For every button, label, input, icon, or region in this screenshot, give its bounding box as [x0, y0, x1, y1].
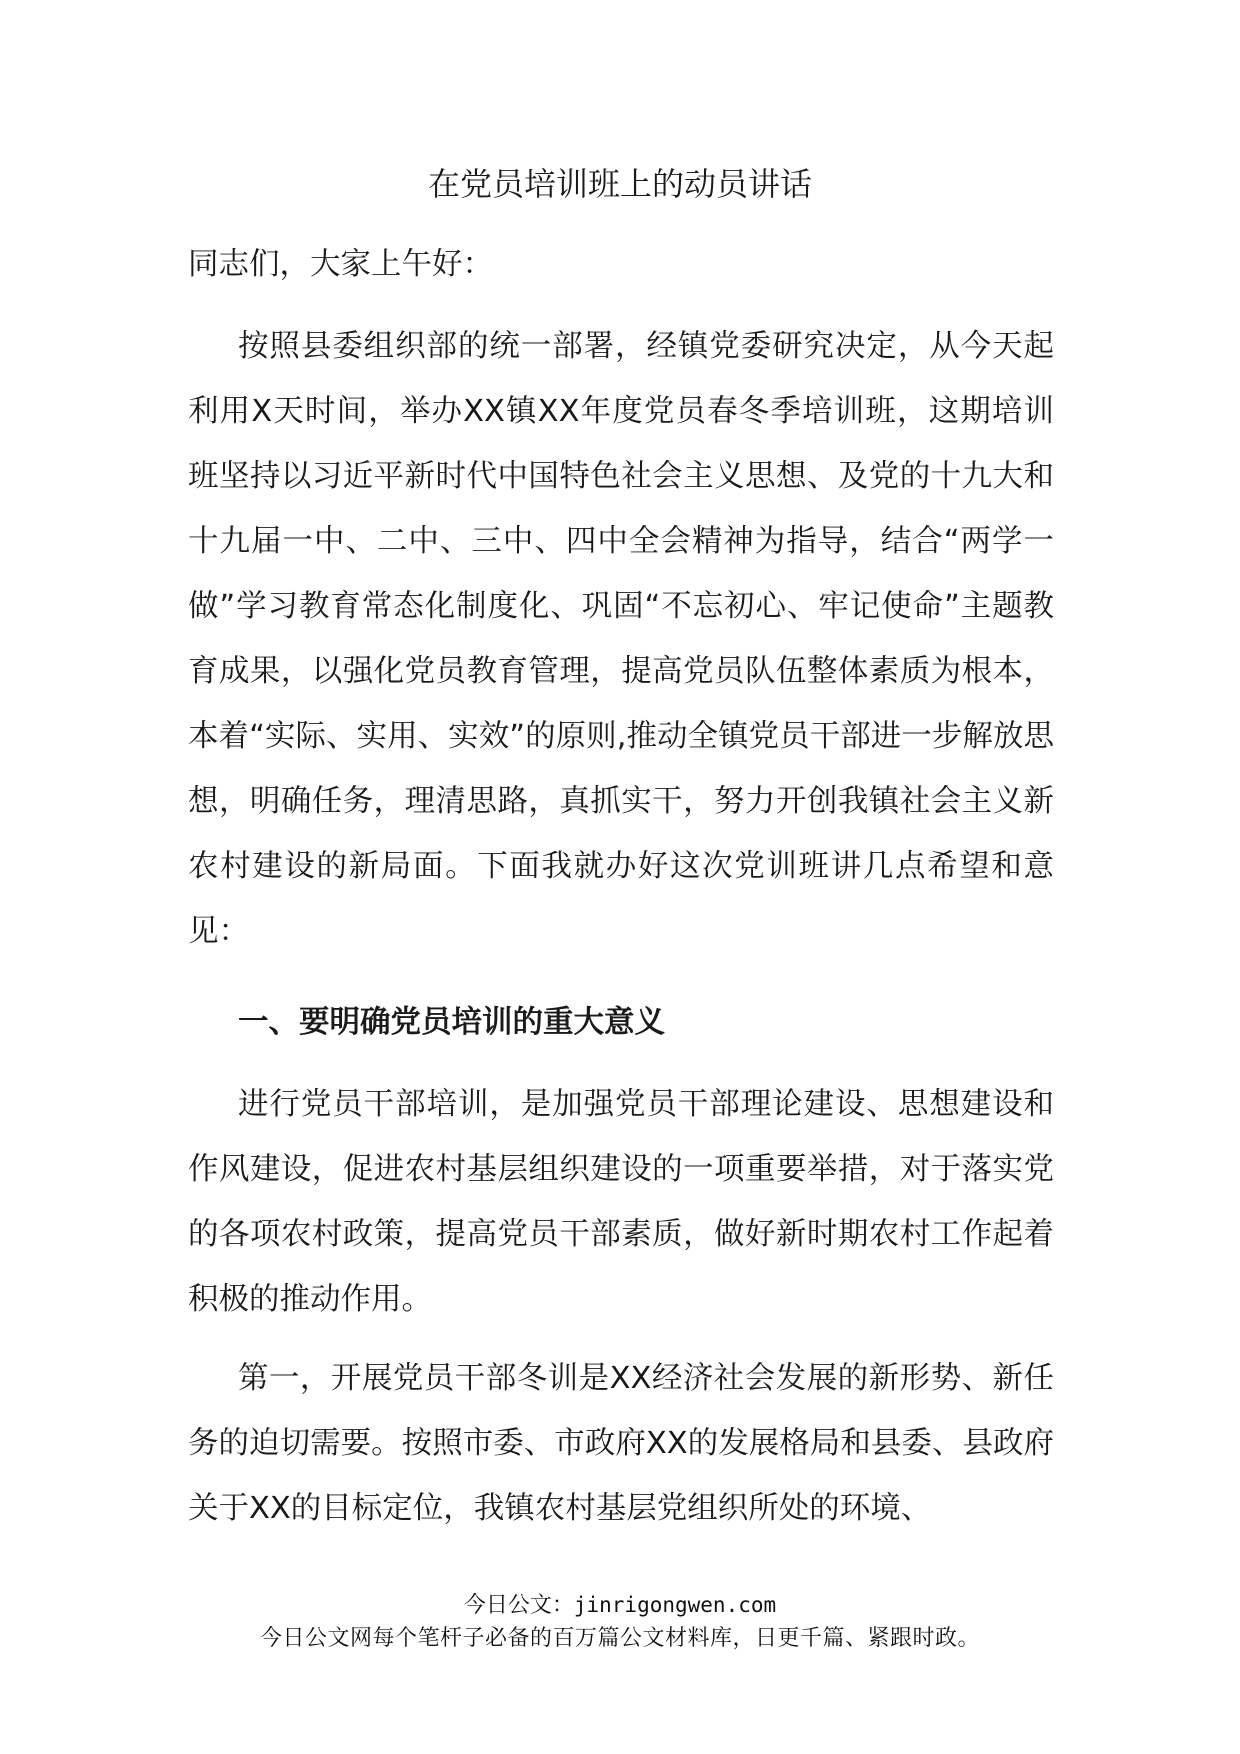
footer-tagline: 今日公文网每个笔杆子必备的百万篇公文材料库，日更千篇、紧跟时政。: [259, 1626, 980, 1651]
paragraph-significance: 进行党员干部培训，是加强党员干部理论建设、思想建设和作风建设，促进农村基层组织建设的一项重要举措，对于落实党的各项农村政策，提高党员干部素质，做好新时期农村工作起着积极的推动作用。: [188, 1087, 1054, 1317]
footer-source: [0, 1590, 1240, 1621]
paragraph-intro: 按照县委组织部的统一部署，经镇党委研究决定，从今天起利用X天时间，举办XX镇XX年度党员春冬季培训班，这期培训班坚持以习近平新时代中国特色社会主义思想、及党的十九大和十九届一中、二中、三中、四中全会精神为指导，结合“两学一做”学习教育常态化制度化、巩固“不忘初心、牢记使命”主题教育成果，以强化党员教育管理，提高党员队伍整体素质为根本，本着“实际、实用、实效”的原则,推动全镇党员干部进一步解放思想，明确任务，理清思路，真抓实干，努力开创我镇社会主义新农村建设的新局面。下面我就办好这次党训班讲几点希望和意见：: [188, 329, 1054, 949]
paragraph-first-point: 第一，开展党员干部冬训是XX经济社会发展的新形势、新任务的迫切需要。按照市委、市政府XX的发展格局和县委、县政府关于XX的目标定位，我镇农村基层党组织所处的环境、: [188, 1361, 1054, 1526]
document-title: 在党员培训班上的动员讲话: [427, 165, 812, 203]
footer-label: 今日公文：: [463, 1593, 574, 1618]
section-heading-1: 一、要明确党员培训的重大意义: [238, 1005, 665, 1040]
greeting-text: 同志们，大家上午好：: [188, 247, 493, 282]
footer-url-link[interactable]: jinrigongwen.com: [573, 1593, 777, 1617]
